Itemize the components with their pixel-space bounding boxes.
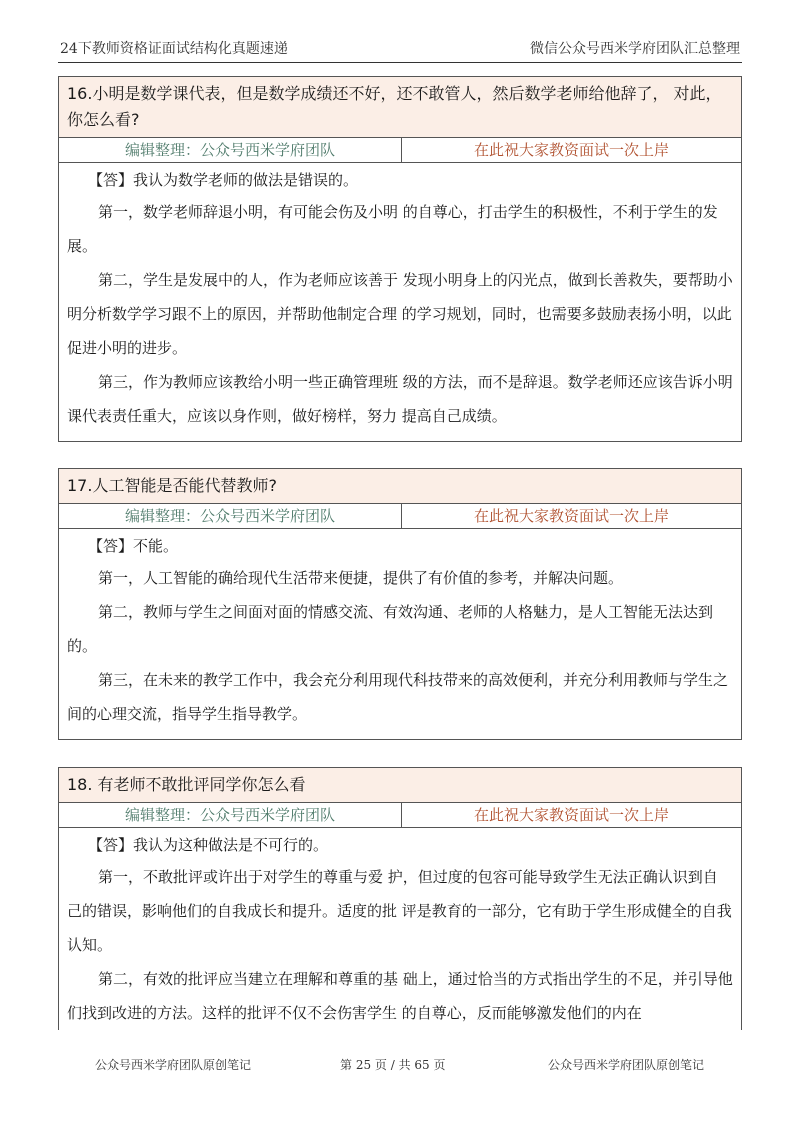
answer-body bbox=[59, 529, 741, 739]
answer-body bbox=[59, 828, 741, 1030]
answer-paragraph: 第二，有效的批评应当建立在理解和尊重的基 础上，通过恰当的方式指出学生的不足，并引导他 们找到改进的方法。这样的批评不仅不会伤害学生 的自尊心，反而能够激发他们的内在 bbox=[67, 970, 733, 1022]
credit-wish: 在此祝大家教资面试一次上岸 bbox=[473, 806, 669, 824]
credit-row bbox=[59, 504, 741, 529]
question-box-17 bbox=[58, 468, 742, 740]
header-left-title: 24下教师资格证面试结构化真题速递 bbox=[60, 41, 288, 57]
credit-row bbox=[59, 138, 741, 163]
page-number: 第 25 页 / 共 65 页 bbox=[340, 1058, 446, 1072]
header-right-source: 微信公众号西米学府团队汇总整理 bbox=[530, 41, 740, 57]
answer-paragraph: 第三，作为教师应该教给小明一些正确管理班 级的方法，而不是辞退。数学老师还应该告诉小明 课代表责任重大，应该以身作则，做好榜样，努力 提高自己成绩。 bbox=[67, 373, 733, 425]
credit-wish: 在此祝大家教资面试一次上岸 bbox=[473, 141, 669, 159]
answer-paragraph: 第一，数学老师辞退小明，有可能会伤及小明 的自尊心，打击学生的积极性，不利于学生的发展。 bbox=[67, 203, 718, 255]
answer-lead: 【答】我认为数学老师的做法是错误的。 bbox=[88, 171, 359, 189]
answer-lead: 【答】我认为这种做法是不可行的。 bbox=[88, 836, 329, 854]
question-title: 18. 有老师不敢批评同学你怎么看 bbox=[59, 768, 741, 803]
footer-left-note: 公众号西米学府团队原创笔记 bbox=[95, 1058, 252, 1072]
credit-row bbox=[59, 803, 741, 828]
answer-body bbox=[59, 163, 741, 441]
credit-editor: 编辑整理：公众号西米学府团队 bbox=[59, 803, 402, 827]
question-box-18 bbox=[58, 767, 742, 1030]
credit-editor: 编辑整理：公众号西米学府团队 bbox=[59, 504, 402, 528]
answer-paragraph: 第一，不敢批评或许出于对学生的尊重与爱 护，但过度的包容可能导致学生无法正确认识到自 己的错误，影响他们的自我成长和提升。适度的批 评是教育的一部分，它有助于学生形成健全的自我 认知。 bbox=[67, 868, 732, 954]
credit-wish: 在此祝大家教资面试一次上岸 bbox=[473, 507, 669, 525]
credit-editor: 编辑整理：公众号西米学府团队 bbox=[59, 138, 402, 162]
question-box-16 bbox=[58, 76, 742, 442]
question-title: 16.小明是数学课代表，但是数学成绩还不好，还不敢管人，然后数学老师给他辞了， 对此，你怎么看? bbox=[59, 77, 741, 138]
question-title: 17.人工智能是否能代替教师? bbox=[59, 469, 741, 504]
answer-paragraph: 第一，人工智能的确给现代生活带来便捷，提供了有价值的参考，并解决问题。 bbox=[98, 569, 624, 587]
answer-lead: 【答】不能。 bbox=[88, 537, 179, 555]
answer-paragraph: 第二，教师与学生之间面对面的情感交流、有效沟通、老师的人格魅力，是人工智能无法达到的。 bbox=[67, 603, 714, 655]
page-header bbox=[58, 36, 742, 63]
footer-right-note: 公众号西米学府团队原创笔记 bbox=[548, 1058, 705, 1072]
answer-paragraph: 第二，学生是发展中的人，作为老师应该善于 发现小明身上的闪光点，做到长善救失，要帮助小 明分析数学学习跟不上的原因，并帮助他制定合理 的学习规划，同时，也需要多鼓励表扬小明，以此 促进小明的进步。 bbox=[67, 271, 733, 357]
answer-paragraph: 第三，在未来的教学工作中，我会充分利用现代科技带来的高效便利，并充分利用教师与学生之间的心理交流，指导学生指导教学。 bbox=[67, 671, 729, 723]
